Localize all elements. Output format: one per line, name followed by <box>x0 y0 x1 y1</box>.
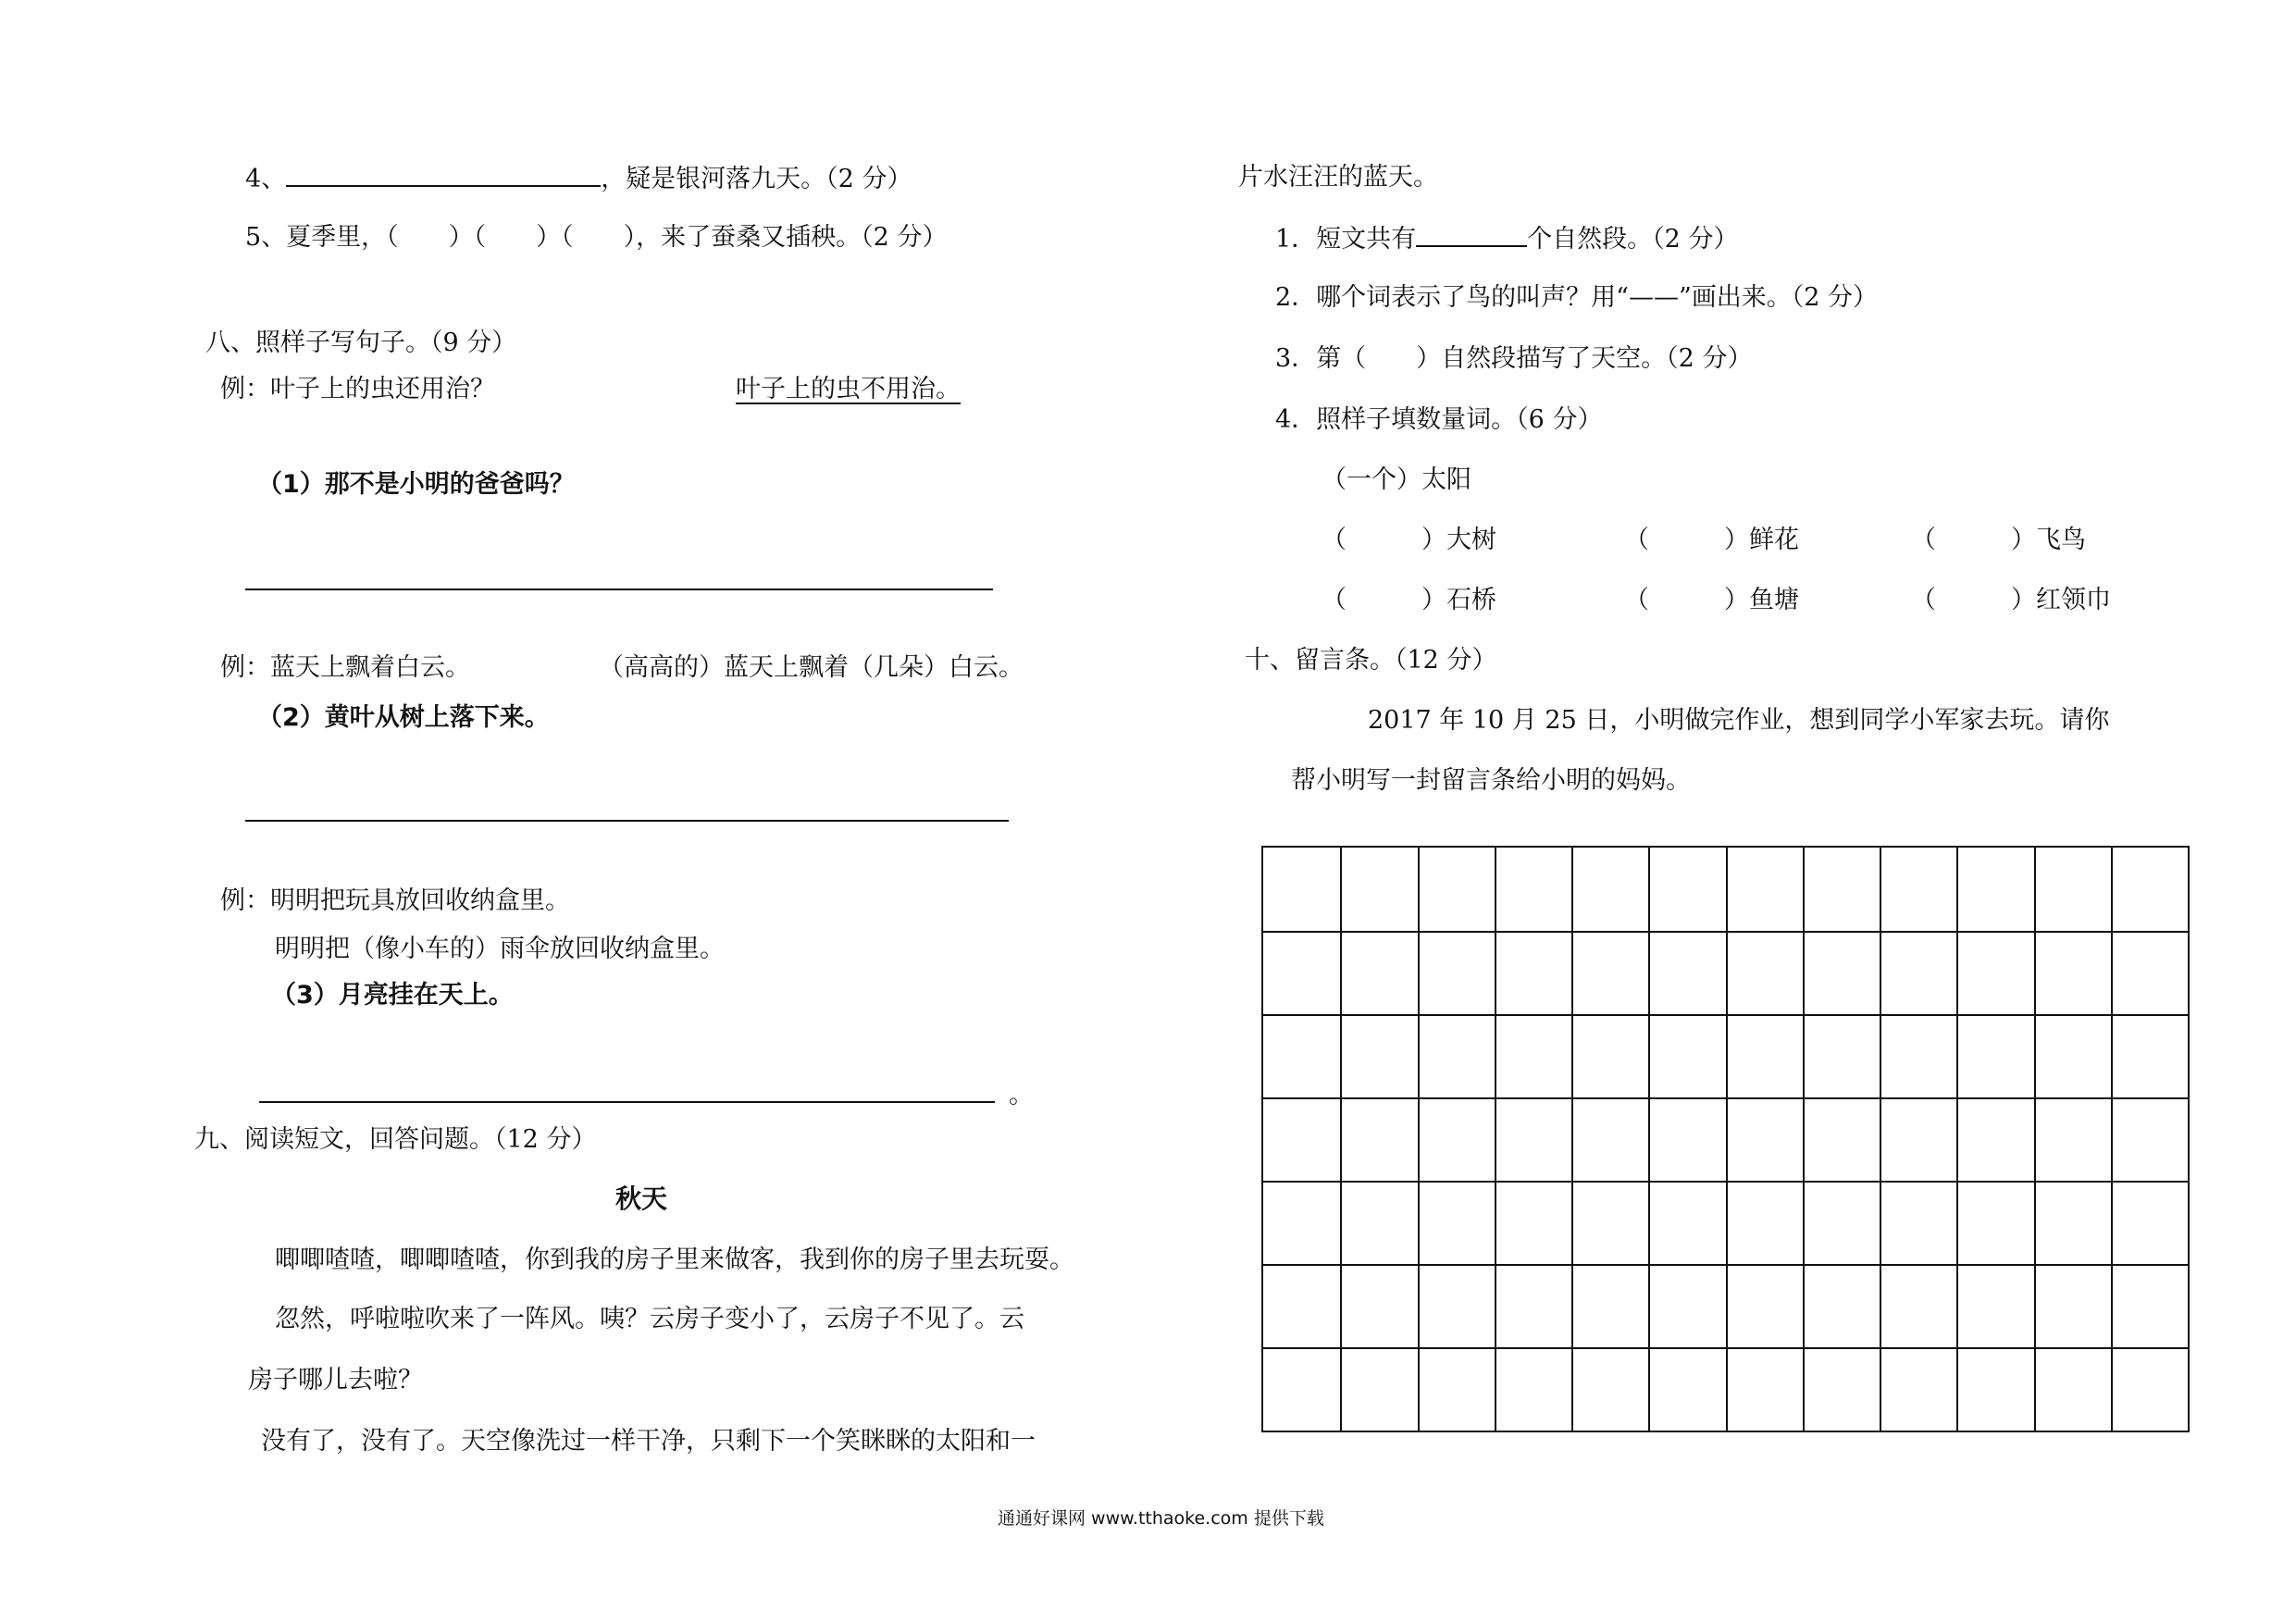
story-title: 秋天 <box>615 1183 668 1214</box>
quantifier-blank-3[interactable]: （ ）飞鸟 <box>1911 526 2086 554</box>
grid-column-line <box>1726 848 1728 1431</box>
q9-item1-tail: 个自然段。（2 分） <box>1527 225 1739 254</box>
grid-column-line <box>2111 848 2113 1431</box>
q8-example1-answer: 叶子上的虫不用治。 <box>736 375 961 403</box>
grid-row-line <box>1263 1181 2188 1183</box>
q8-title: 八、照样子写句子。（9 分） <box>205 328 517 357</box>
story-paragraph-3a: 没有了，没有了。天空像洗过一样干净，只剩下一个笑眯眯的太阳和一 <box>261 1427 1036 1456</box>
q10-title: 十、留言条。（12 分） <box>1245 646 1497 675</box>
q8-answer-line-2[interactable] <box>245 820 1009 822</box>
q9-item1-blank[interactable] <box>1416 225 1527 247</box>
grid-column-line <box>1956 848 1958 1431</box>
quantifier-example: （一个）太阳 <box>1322 465 1471 494</box>
q9-item1 <box>1275 225 1738 252</box>
q8-example2-question: 例：蓝天上飘着白云。 <box>220 653 470 682</box>
q8-example2-answer: （高高的）蓝天上飘着（几朵）白云。 <box>599 653 1024 682</box>
q8-example1-question: 例：叶子上的虫还用治？ <box>220 375 495 403</box>
q9-item2: 2．哪个词表示了鸟的叫声？用“——”画出来。（2 分） <box>1275 283 1879 312</box>
story-paragraph-1: 唧唧喳喳，唧唧喳喳，你到我的房子里来做客，我到你的房子里去玩耍。 <box>275 1245 1074 1274</box>
grid-column-line <box>1648 848 1650 1431</box>
grid-row-line <box>1263 1347 2188 1349</box>
q8-answer-line-3[interactable] <box>259 1101 995 1103</box>
q9-item1-lead: 1．短文共有 <box>1275 225 1417 254</box>
grid-column-line <box>1880 848 1881 1431</box>
grid-row-line <box>1263 1014 2188 1016</box>
story-paragraph-3b: 片水汪汪的蓝天。 <box>1238 163 1438 192</box>
grid-column-line <box>1571 848 1573 1431</box>
q8-sentence1: （1）那不是小明的爸爸吗？ <box>257 470 575 499</box>
grid-row-line <box>1263 931 2188 933</box>
grid-column-line <box>2034 848 2036 1431</box>
story-paragraph-2a: 忽然，呼啦啦吹来了一阵风。咦？云房子变小了，云房子不见了。云 <box>275 1305 1024 1333</box>
q7-item4 <box>245 165 912 192</box>
q8-example3-question: 例：明明把玩具放回收纳盒里。 <box>220 886 570 915</box>
quantifier-blank-1[interactable]: （ ）大树 <box>1322 526 1496 554</box>
grid-row-line <box>1263 1097 2188 1099</box>
q8-sentence2: （2）黄叶从树上落下来。 <box>257 703 550 732</box>
q8-answer-period: 。 <box>1009 1081 1034 1109</box>
q8-example3-answer: 明明把（像小车的）雨伞放回收纳盒里。 <box>275 935 725 963</box>
q7-item4-blank[interactable] <box>286 165 601 187</box>
q8-answer-line-1[interactable] <box>245 588 993 590</box>
writing-grid[interactable] <box>1261 846 2190 1432</box>
q9-item3: 3．第（ ）自然段描写了天空。（2 分） <box>1275 344 1753 373</box>
q10-prompt-line-1: 2017 年 10 月 25 日，小明做完作业，想到同学小军家去玩。请你 <box>1368 706 2110 735</box>
q8-sentence3: （3）月亮挂在天上。 <box>271 981 514 1010</box>
story-paragraph-2b: 房子哪儿去啦？ <box>248 1366 423 1394</box>
quantifier-blank-5[interactable]: （ ）鱼塘 <box>1624 586 1799 614</box>
grid-column-line <box>1340 848 1342 1431</box>
q10-prompt-line-2: 帮小明写一封留言条给小明的妈妈。 <box>1291 766 1691 795</box>
grid-column-line <box>1495 848 1496 1431</box>
q7-item4-number: 4、 <box>245 165 287 193</box>
grid-column-line <box>1803 848 1805 1431</box>
grid-column-line <box>1418 848 1420 1431</box>
q9-item4: 4．照样子填数量词。（6 分） <box>1275 405 1603 434</box>
quantifier-blank-2[interactable]: （ ）鲜花 <box>1624 526 1799 554</box>
quantifier-blank-6[interactable]: （ ）红领巾 <box>1911 586 2111 614</box>
quantifier-blank-4[interactable]: （ ）石桥 <box>1322 586 1496 614</box>
q9-title: 九、阅读短文，回答问题。（12 分） <box>194 1125 597 1154</box>
q7-item4-text: ，疑是银河落九天。（2 分） <box>601 165 912 193</box>
q7-item5: 5、夏季里，（ ）（ ）（ ），来了蚕桑又插秧。（2 分） <box>245 223 948 252</box>
grid-row-line <box>1263 1264 2188 1266</box>
page-footer: 通通好课网 www.tthaoke.com 提供下载 <box>998 1508 1324 1529</box>
